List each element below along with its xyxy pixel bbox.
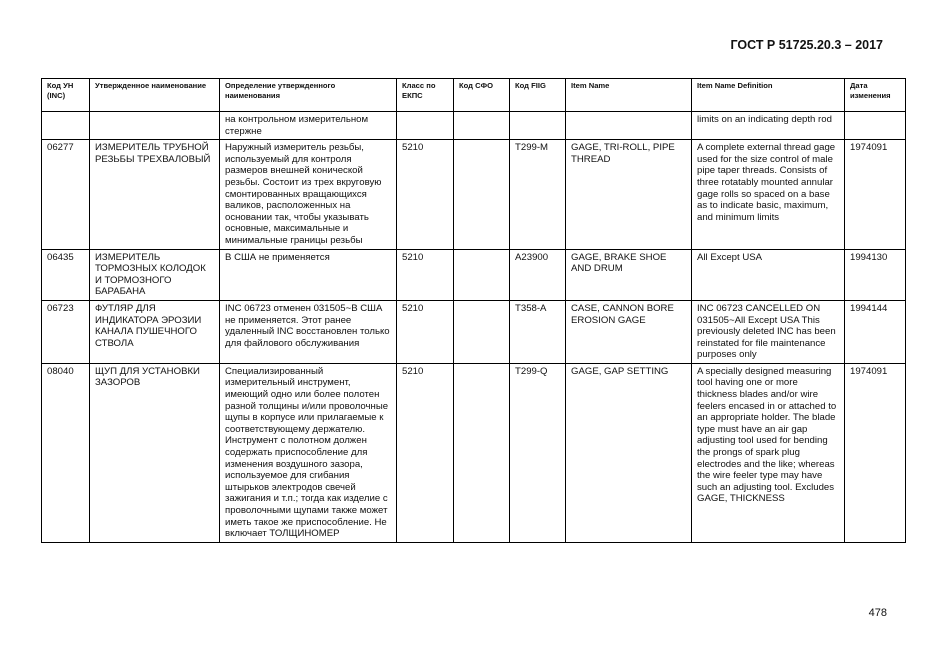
cell-definition: на контрольном измерительном стержне: [220, 112, 397, 140]
cell-fiig: T299-M: [510, 140, 566, 249]
cell-item-name: GAGE, GAP SETTING: [566, 363, 692, 542]
cell-item-name: GAGE, TRI-ROLL, PIPE THREAD: [566, 140, 692, 249]
col-header-item-def: Item Name Definition: [692, 79, 845, 112]
cell-name: ФУТЛЯР ДЛЯ ИНДИКАТОРА ЭРОЗИИ КАНАЛА ПУШЕЧНОГО СТВОЛА: [90, 300, 220, 363]
document-header: ГОСТ Р 51725.20.3 – 2017: [730, 38, 883, 52]
cell-class: [397, 112, 454, 140]
table-row: [42, 363, 906, 542]
cell-date: [845, 112, 906, 140]
col-header-sfo: Код СФО: [454, 79, 510, 112]
cell-item-def: A specially designed measuring tool having one or more thickness blades and/or wire feelers encased in or attached to an appropriate holder. The blade type must have an air gap adjusting tool used for bending the prongs of spark plug electrodes and the like; whereas the wire feeler type may have such an adjusting tool. Excludes GAGE, THICKNESS: [692, 363, 845, 542]
table-row: [42, 300, 906, 363]
cell-date: 1994144: [845, 300, 906, 363]
cell-date: 1974091: [845, 363, 906, 542]
header-row: [42, 79, 906, 112]
cell-fiig: A23900: [510, 249, 566, 300]
cell-sfo: [454, 112, 510, 140]
cell-date: 1974091: [845, 140, 906, 249]
cell-code: 06723: [42, 300, 90, 363]
col-header-fiig: Код FIIG: [510, 79, 566, 112]
cell-class: 5210: [397, 249, 454, 300]
cell-code: [42, 112, 90, 140]
cell-code: 08040: [42, 363, 90, 542]
cell-definition: В США не применяется: [220, 249, 397, 300]
table-row: [42, 249, 906, 300]
cell-class: 5210: [397, 300, 454, 363]
cell-name: ЩУП ДЛЯ УСТАНОВКИ ЗАЗОРОВ: [90, 363, 220, 542]
col-header-item-name: Item Name: [566, 79, 692, 112]
cell-sfo: [454, 249, 510, 300]
cell-item-name: CASE, CANNON BORE EROSION GAGE: [566, 300, 692, 363]
cell-definition: Наружный измеритель резьбы, используемый для контроля размеров внешней конической резьбы. Состоит из трех вкругoвую смонтированных вращающихся валиков, расположенных на основании так, чтобы указывать основные, максимальные и минимальные границы резьбы: [220, 140, 397, 249]
cell-name: ИЗМЕРИТЕЛЬ ТОРМОЗНЫХ КОЛОДОК И ТОРМОЗНОГО БАРАБАНА: [90, 249, 220, 300]
cell-code: 06435: [42, 249, 90, 300]
cell-sfo: [454, 300, 510, 363]
table-row: [42, 112, 906, 140]
cell-date: 1994130: [845, 249, 906, 300]
col-header-date: Дата изменения: [845, 79, 906, 112]
col-header-name: Утвержденное наименование: [90, 79, 220, 112]
cell-class: 5210: [397, 363, 454, 542]
col-header-definition: Определение утвержденного наименования: [220, 79, 397, 112]
cell-name: ИЗМЕРИТЕЛЬ ТРУБНОЙ РЕЗЬБЫ ТРЕХВАЛОВЫЙ: [90, 140, 220, 249]
cell-definition: INC 06723 отменен 031505~В США не применяется. Этот ранее удаленный INC восстановлен только для файлового обслуживания: [220, 300, 397, 363]
table-row: [42, 140, 906, 249]
cell-fiig: T358-A: [510, 300, 566, 363]
col-header-code: Код УН (INC): [42, 79, 90, 112]
cell-item-def: INC 06723 CANCELLED ON 031505~All Except USA This previously deleted INC has been reinstated for file maintenance purposes only: [692, 300, 845, 363]
cell-item-def: A complete external thread gage used for the size control of male pipe taper threads. Consists of three rotatably mounted annular gage rolls so spaced on a base as to indicate basic, maximum, and minimum limits: [692, 140, 845, 249]
cell-item-def: limits on an indicating depth rod: [692, 112, 845, 140]
cell-sfo: [454, 363, 510, 542]
cell-fiig: T299-Q: [510, 363, 566, 542]
catalog-table: [41, 78, 906, 543]
col-header-class: Класс по ЕКПС: [397, 79, 454, 112]
cell-item-name: GAGE, BRAKE SHOE AND DRUM: [566, 249, 692, 300]
cell-item-def: All Except USA: [692, 249, 845, 300]
cell-definition: Специализированный измерительный инструмент, имеющий одно или более полотен разной толщины и/или проволочные щупы в корпусе или прилагаемые к соответствующему держателю. Инструмент с полотном должен содержать приспособление для изменения воздушного зазора, используемое для сгибания штырьков электродов свечей зажигания и т.п.; тогда как изделие с проволочными щупами также может иметь такое же приспособление. Не включает ТОЛЩИНОМЕР: [220, 363, 397, 542]
cell-fiig: [510, 112, 566, 140]
cell-item-name: [566, 112, 692, 140]
cell-code: 06277: [42, 140, 90, 249]
cell-name: [90, 112, 220, 140]
cell-sfo: [454, 140, 510, 249]
page-number: 478: [868, 607, 887, 619]
cell-class: 5210: [397, 140, 454, 249]
